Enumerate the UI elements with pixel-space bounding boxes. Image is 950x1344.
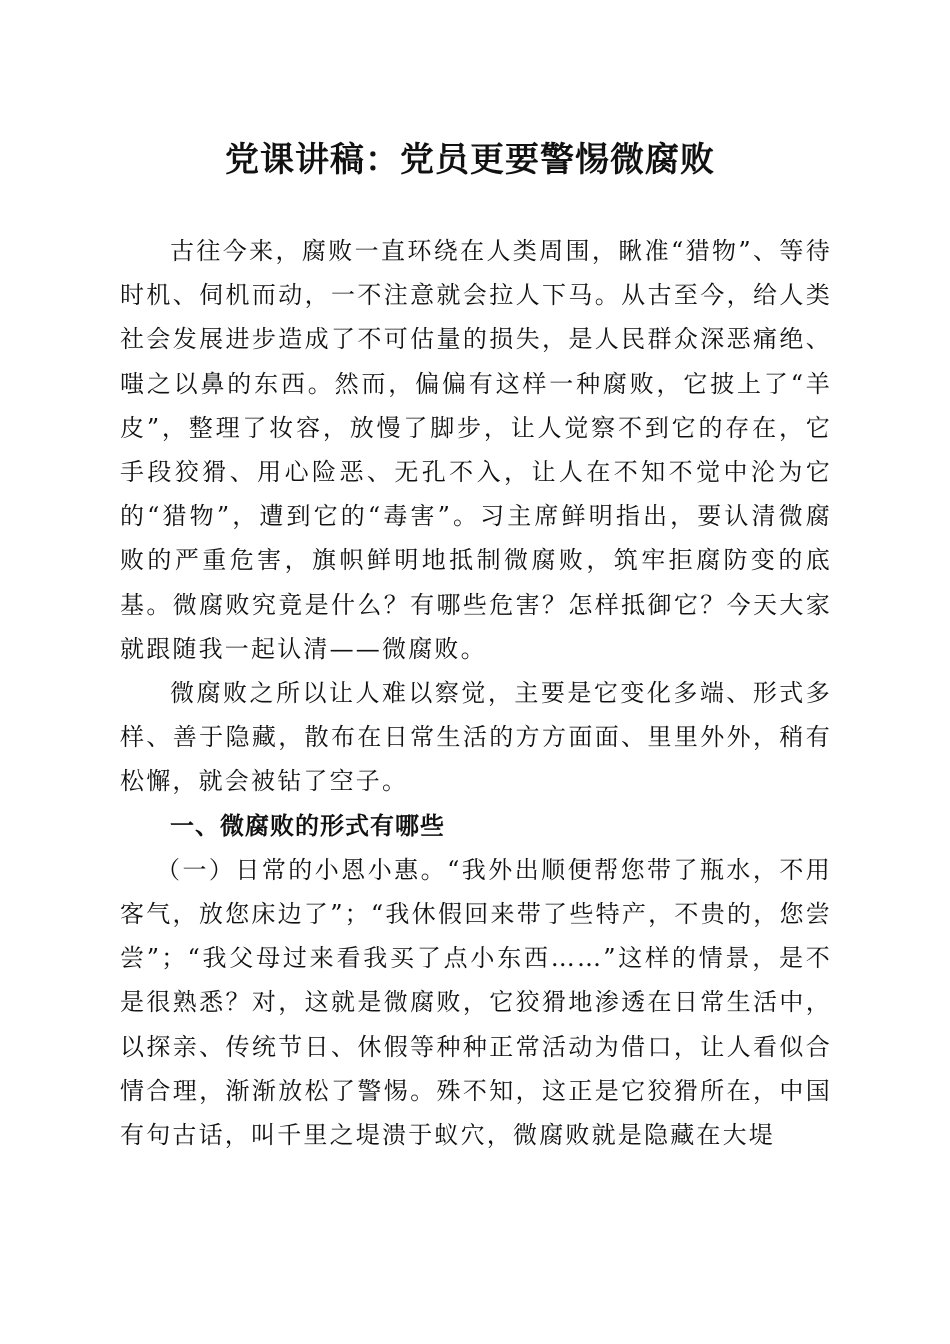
document-title: 党课讲稿：党员更要警惕微腐败	[225, 140, 715, 180]
body-paragraph: 古往今来，腐败一直环绕在人类周围，瞅准“猎物”、等待时机、伺机而动，一不注意就会拉人下马。从古至今，给人类社会发展进步造成了不可估量的损失，是人民群众深恶痛绝、嗤之以鼻的东西。然而，偏偏有这样一种腐败，它披上了“羊皮”，整理了妆容，放慢了脚步，让人觉察不到它的存在，它手段狡猾、用心险恶、无孔不入，让人在不知不觉中沦为它的“猎物”，遭到它的“毒害”。习主席鲜明指出，要认清微腐败的严重危害，旗帜鲜明地抵制微腐败，筑牢拒腐防变的底基。微腐败究竟是什么？有哪些危害？怎样抵御它？今天大家就跟随我一起认清——微腐败。	[120, 237, 832, 663]
subsection-paragraph: （一）日常的小恩小惠。“我外出顺便帮您带了瓶水，不用客气，放您床边了”；“我休假回来带了些特产，不贵的，您尝尝”；“我父母过来看我买了点小东西……”这样的情景，是不是很熟悉？对，这就是微腐败，它狡猾地渗透在日常生活中，以探亲、传统节日、休假等种种正常活动为借口，让人看似合情合理，渐渐放松了警惕。殊不知，这正是它狡猾所在，中国有句古话，叫千里之堤溃于蚁穴，微腐败就是隐藏在大堤	[120, 855, 832, 1150]
document-body	[120, 229, 832, 1157]
section-heading: 一、微腐败的形式有哪些	[170, 811, 445, 840]
body-paragraph: 微腐败之所以让人难以察觉，主要是它变化多端、形式多样、善于隐藏，散布在日常生活的方方面面、里里外外，稍有松懈，就会被钻了空子。	[120, 679, 832, 796]
